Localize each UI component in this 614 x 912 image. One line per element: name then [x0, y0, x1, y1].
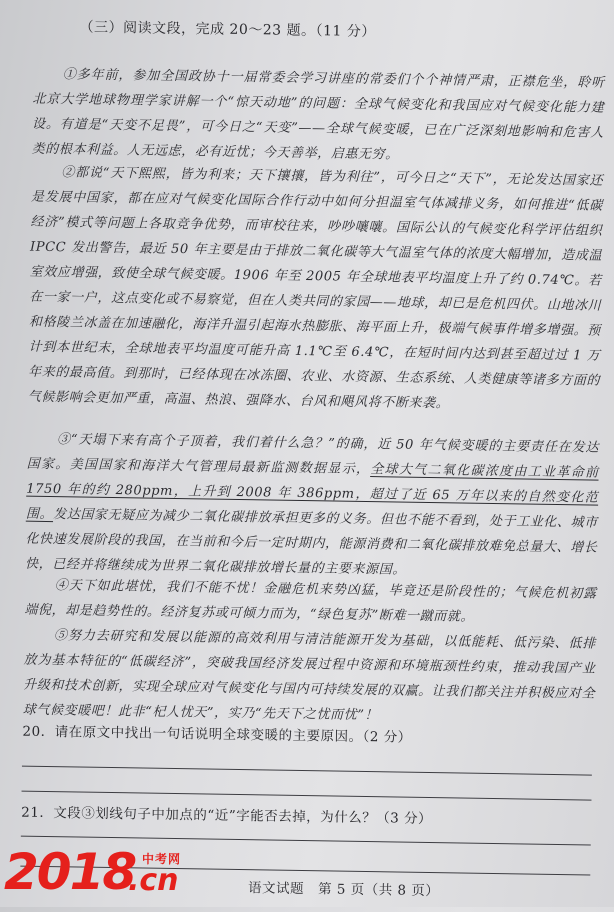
paragraph-4: ④天下如此堪忧，我们不能不忧！金融危机来势凶猛，毕竟还是阶段性的；气候危机初露端倪，却是趋势性的。经济复苏或可倾力而为，“绿色复苏”断难一蹴而就。 [24, 578, 597, 625]
paragraph-3 [25, 427, 599, 586]
paragraph-5: ⑤努力去研究和发展以能源的高效利用与清洁能源开发为基础，以低能耗、低污染、低排放为基本特征的“低碳经济”，突破我国经济发展过程中资源和环境瓶颈性约束，推动我国产业升级和技术创新，实现全球应对气候变化与国内可持续发展的双赢。让我们都关注并积极应对全球气候变暖吧！此非“杞人忧天”，实乃“先天下之忧而忧”！ [22, 628, 597, 724]
page-footer: 语文试题 第 5 页（共 8 页） [247, 880, 440, 900]
section-title: （三）阅读文段，完成 20～23 题。（11 分） [79, 19, 376, 41]
paragraph-2: ②都说“天下熙熙，皆为利来；天下攘攘，皆为利往”，可今日之“天下”，无论发达国家还是发展中国家，都在应对气候变化国际合作行动中如何分担温室气体减排义务，如何推进“低碳经济”模式等问题上各取竞争优势，而审校往来，吵吵嚷嚷。国际公认的气候变化科学评估组织 IPCC 发出警告，最近 50 年主要是由于排放二氧化碳等大气温室气体的浓度大幅增加，造成温室效应增强，致使全球气候变暖。1906 年至 2005 年全球地表平均温度上升了约 0.74℃。若在一家一户，这点变化或不易察觉，但在人类共同的家园——地球，却已是危机四伏。山地冰川和格陵兰冰盖在加速融化，海洋升温引起海水热膨胀、海平面上升，极端气候事件增多增强。预计到本世纪末，全球地表平均温度可能升高 1.1℃至 6.4℃，在短时间内达到甚至超过过 1 万年来的最高值。到那时，已经体现在冰冻圈、农业、水资源、生态系统、人类健康等诸多方面的气候影响会更加严重，高温、热浪、强降水、台风和飓风将不断来袭。 [27, 165, 604, 412]
question-20: 20．请在原文中找出一句话说明全球变暖的主要原因。（2 分） [22, 723, 412, 746]
paragraph-3-lead: ③“天塌下来有高个子顶着，我们着什么急？”的确，近 50 年气候变暖的主要责任在发达国家。美国国家和海洋大气管理局最新监测数据显示， [26, 432, 600, 478]
watermark-domain: .cn [128, 863, 179, 898]
site-watermark-logo [0, 842, 210, 904]
watermark-site-name: 中考网 [142, 852, 182, 866]
watermark-year: 2018 [4, 843, 136, 901]
answer-line[interactable] [22, 766, 592, 776]
paragraph-1: ①多年前，参加全国政协十一届常委会学习讲座的常委们个个神情严肃，正襟危坐，聆听北京大学地球物理学家讲解一个“惊天动地”的问题：全球气候变化和我国应对气候变化能力建设。有道是“天变不足畏”，可今日之“天变”——全球气候变暖，已在广泛深刻地影响和危害人类的根本利益。人无远虑，必有近忧；今天善举，启惠无穷。 [31, 67, 605, 163]
paragraph-3-rest: 发达国家无疑应为减少二氧化碳排放承担更多的义务。但也不能不看到，处于工业化、城市化快速发展阶段的我国，在当前和今后一定时期内，能源消费和二氧化碳排放难免总量大、增长快，已经并将继续成为世界二氧化碳排放增长量的主要来源国。 [24, 507, 598, 578]
question-21: 21．文段③划线句子中加点的“近”字能否去掉，为什么？（3 分） [21, 804, 433, 828]
underlined-sentence: 全球大气二氧化碳浓度由工业革命前 1750 年的约 280ppm，上升到 2008 年 386ppm，超过了近 65 万年以来的自然变化范围。 [25, 462, 599, 523]
answer-line[interactable] [22, 791, 592, 801]
